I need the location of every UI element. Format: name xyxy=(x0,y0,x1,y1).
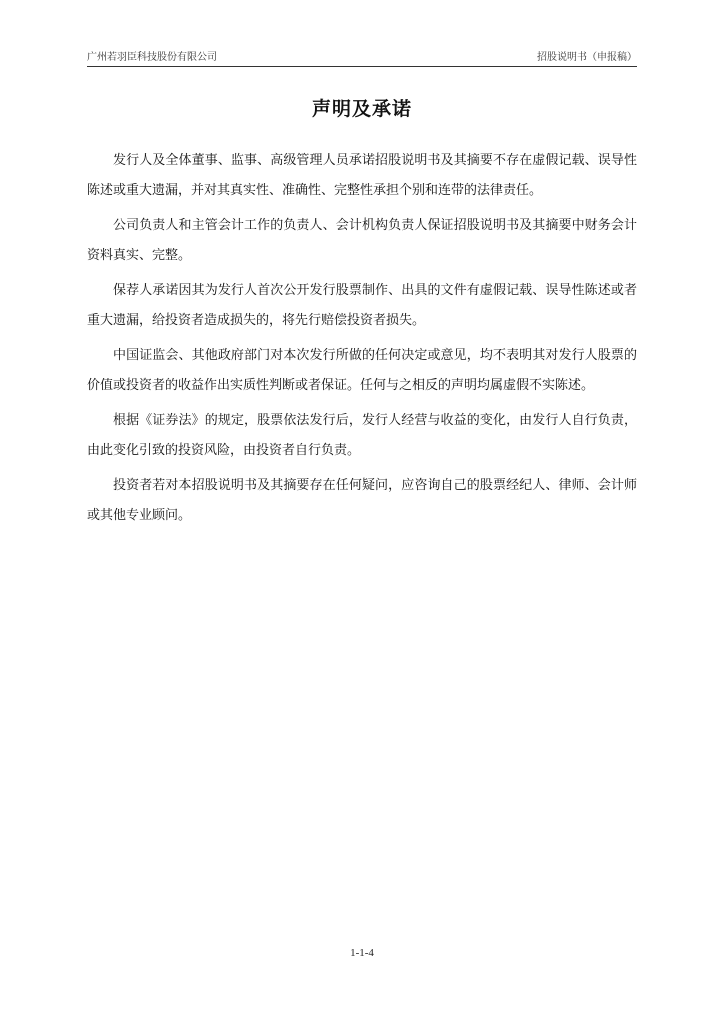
page-title: 声明及承诺 xyxy=(311,98,412,120)
paragraph-securities-law: 根据《证券法》的规定，股票依法发行后，发行人经营与收益的变化，由发行人自行负责，由此变化引致的投资风险，由投资者自行负责。 xyxy=(87,413,637,458)
statement-body xyxy=(87,146,637,536)
paragraph-directors-commitment: 发行人及全体董事、监事、高级管理人员承诺招股说明书及其摘要不存在虚假记载、误导性陈述或重大遗漏，并对其真实性、准确性、完整性承担个别和连带的法律责任。 xyxy=(87,153,637,198)
paragraph-sponsor-commitment: 保荐人承诺因其为发行人首次公开发行股票制作、出具的文件有虚假记载、误导性陈述或者重大遗漏，给投资者造成损失的，将先行赔偿投资者损失。 xyxy=(87,283,637,328)
paragraph-financial-guarantee: 公司负责人和主管会计工作的负责人、会计机构负责人保证招股说明书及其摘要中财务会计资料真实、完整。 xyxy=(87,218,637,263)
page-number: 1-1-4 xyxy=(350,947,374,959)
page-header xyxy=(87,52,637,67)
header-document-type: 招股说明书（申报稿） xyxy=(537,52,637,63)
paragraph-investor-advice: 投资者若对本招股说明书及其摘要存在任何疑问，应咨询自己的股票经纪人、律师、会计师或其他专业顾问。 xyxy=(87,478,637,523)
paragraph-csrc-disclaimer: 中国证监会、其他政府部门对本次发行所做的任何决定或意见，均不表明其对发行人股票的价值或投资者的收益作出实质性判断或者保证。任何与之相反的声明均属虚假不实陈述。 xyxy=(87,348,637,393)
header-company-name: 广州若羽臣科技股份有限公司 xyxy=(87,52,217,63)
